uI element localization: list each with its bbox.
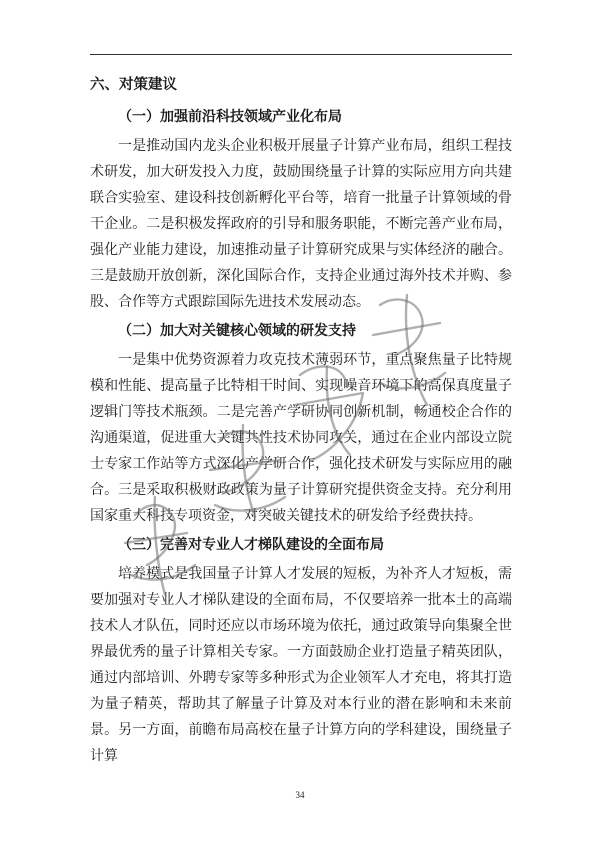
header-rule	[90, 54, 512, 55]
paragraph-2: 一是集中优势资源着力攻克技术薄弱环节，重点聚焦量子比特规模和性能、提高量子比特相干时间、实现噪音环境下的高保真度量子逻辑门等技术瓶颈。二是完善产学研协同创新机制，畅通校企合作的沟通渠道，促进重大关键共性技术协同攻关，通过在企业内部设立院士专家工作站等方式深化产学研合作，强化技术研发与实际应用的融合。三是采取积极财政政策为量子计算研究提供资金支持。充分利用国家重大科技专项资金，对突破关键技术的研发给予经费扶持。	[90, 352, 512, 524]
paragraph-1: 一是推动国内龙头企业积极开展量子计算产业布局，组织工程技术研发，加大研发投入力度，鼓励围绕量子计算的实际应用方向共建联合实验室、建设科技创新孵化平台等，培育一批量子计算领域的骨干企业。二是积极发挥政府的引导和服务职能，不断完善产业布局，强化产业能力建设，加速推动量子计算研究成果与实体经济的融合。三是鼓励开放创新，深化国际合作，支持企业通过海外技术并购、参股、合作等方式跟踪国际先进技术发展动态。	[90, 138, 512, 310]
page-number: 34	[295, 790, 305, 800]
document-body	[90, 72, 512, 769]
subsection-heading-3: （三）完善对专业人才梯队建设的全面布局	[118, 537, 384, 553]
subsection-heading-1: （一）加强前沿科技领域产业化布局	[118, 109, 342, 125]
subsection-heading-2: （二）加大对关键核心领域的研发支持	[118, 323, 356, 339]
paragraph-3: 培养模式是我国量子计算人才发展的短板，为补齐人才短板，需要加强对专业人才梯队建设的全面布局，不仅要培养一批本土的高端技术人才队伍，同时还应以市场环境为依托，通过政策导向集聚全世界最优秀的量子计算相关专家。一方面鼓励企业打造量子精英团队，通过内部培训、外聘专家等多种形式为企业领军人才充电，将其打造为量子精英，帮助其了解量子计算及对本行业的潜在影响和未来前景。另一方面，前瞻布局高校在量子计算方向的学科建设，围绕量子计算	[90, 566, 512, 764]
section-title: 六、对策建议	[90, 76, 177, 93]
